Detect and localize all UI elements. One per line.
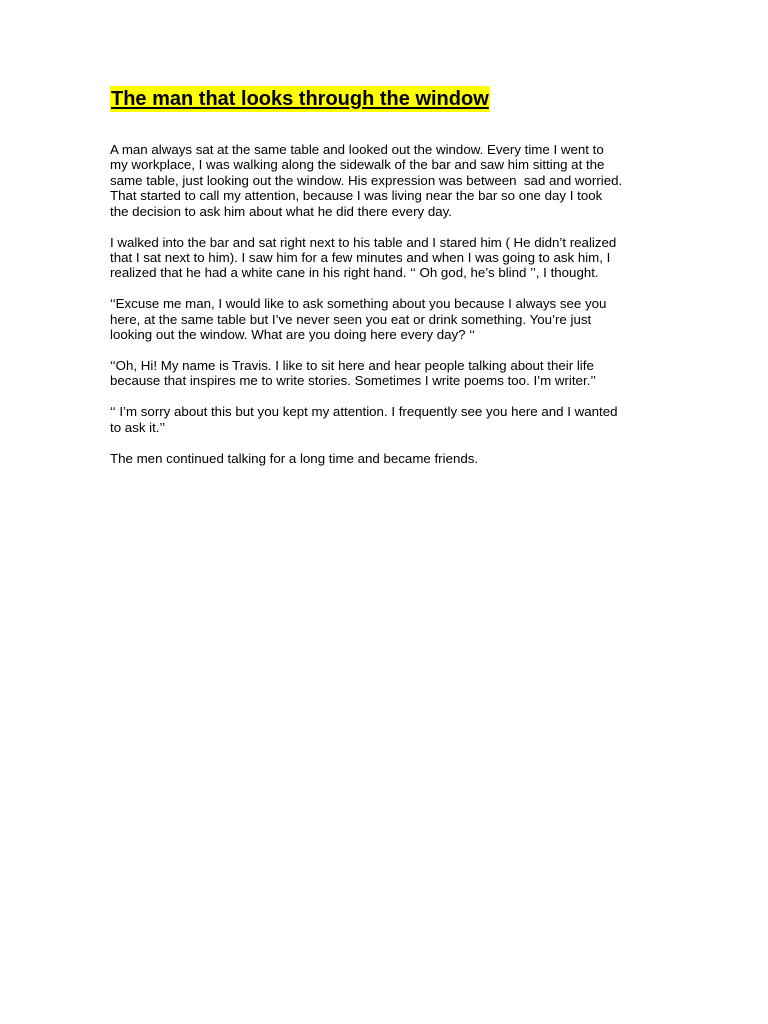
paragraph-2	[110, 235, 670, 281]
text-line: ‘‘ I’m sorry about this but you kept my attention. I frequently see you here and I wanted	[110, 404, 618, 420]
text-line: ‘‘Oh, Hi! My name is Travis. I like to sit here and hear people talking about their life	[110, 357, 594, 373]
text-line: The men continued talking for a long time and became friends.	[110, 450, 479, 466]
text-line: to ask it.’’	[110, 419, 166, 435]
text-line: That started to call my attention, because I was living near the bar so one day I took	[110, 188, 603, 204]
text-line: my workplace, I was walking along the sidewalk of the bar and saw him sitting at the	[110, 157, 605, 173]
paragraph-4	[110, 358, 670, 389]
paragraph-3	[110, 296, 670, 342]
paragraph-1	[110, 142, 670, 219]
text-line: here, at the same table but I’ve never seen you eat or drink something. You’re just	[110, 311, 592, 327]
text-line: because that inspires me to write stories. Sometimes I write poems too. I’m writer.’’	[110, 373, 597, 389]
text-line: that I sat next to him). I saw him for a few minutes and when I was going to ask him, I	[110, 249, 611, 265]
paragraph-5	[110, 404, 670, 435]
document-body	[110, 142, 670, 482]
text-line: the decision to ask him about what he did there every day.	[110, 203, 452, 219]
text-line: ‘‘Excuse me man, I would like to ask something about you because I always see you	[110, 296, 607, 312]
text-line: same table, just looking out the window. His expression was between sad and worried.	[110, 172, 623, 188]
text-line: realized that he had a white cane in his right hand. ‘‘ Oh god, he’s blind ’’, I thought.	[110, 265, 599, 281]
paragraph-6	[110, 451, 670, 466]
text-line: looking out the window. What are you doing here every day? ‘‘	[110, 327, 475, 343]
text-line: I walked into the bar and sat right next to his table and I stared him ( He didn’t realized	[110, 234, 617, 250]
text-line: A man always sat at the same table and looked out the window. Every time I went to	[110, 142, 604, 157]
document-title: The man that looks through the window	[111, 88, 489, 110]
